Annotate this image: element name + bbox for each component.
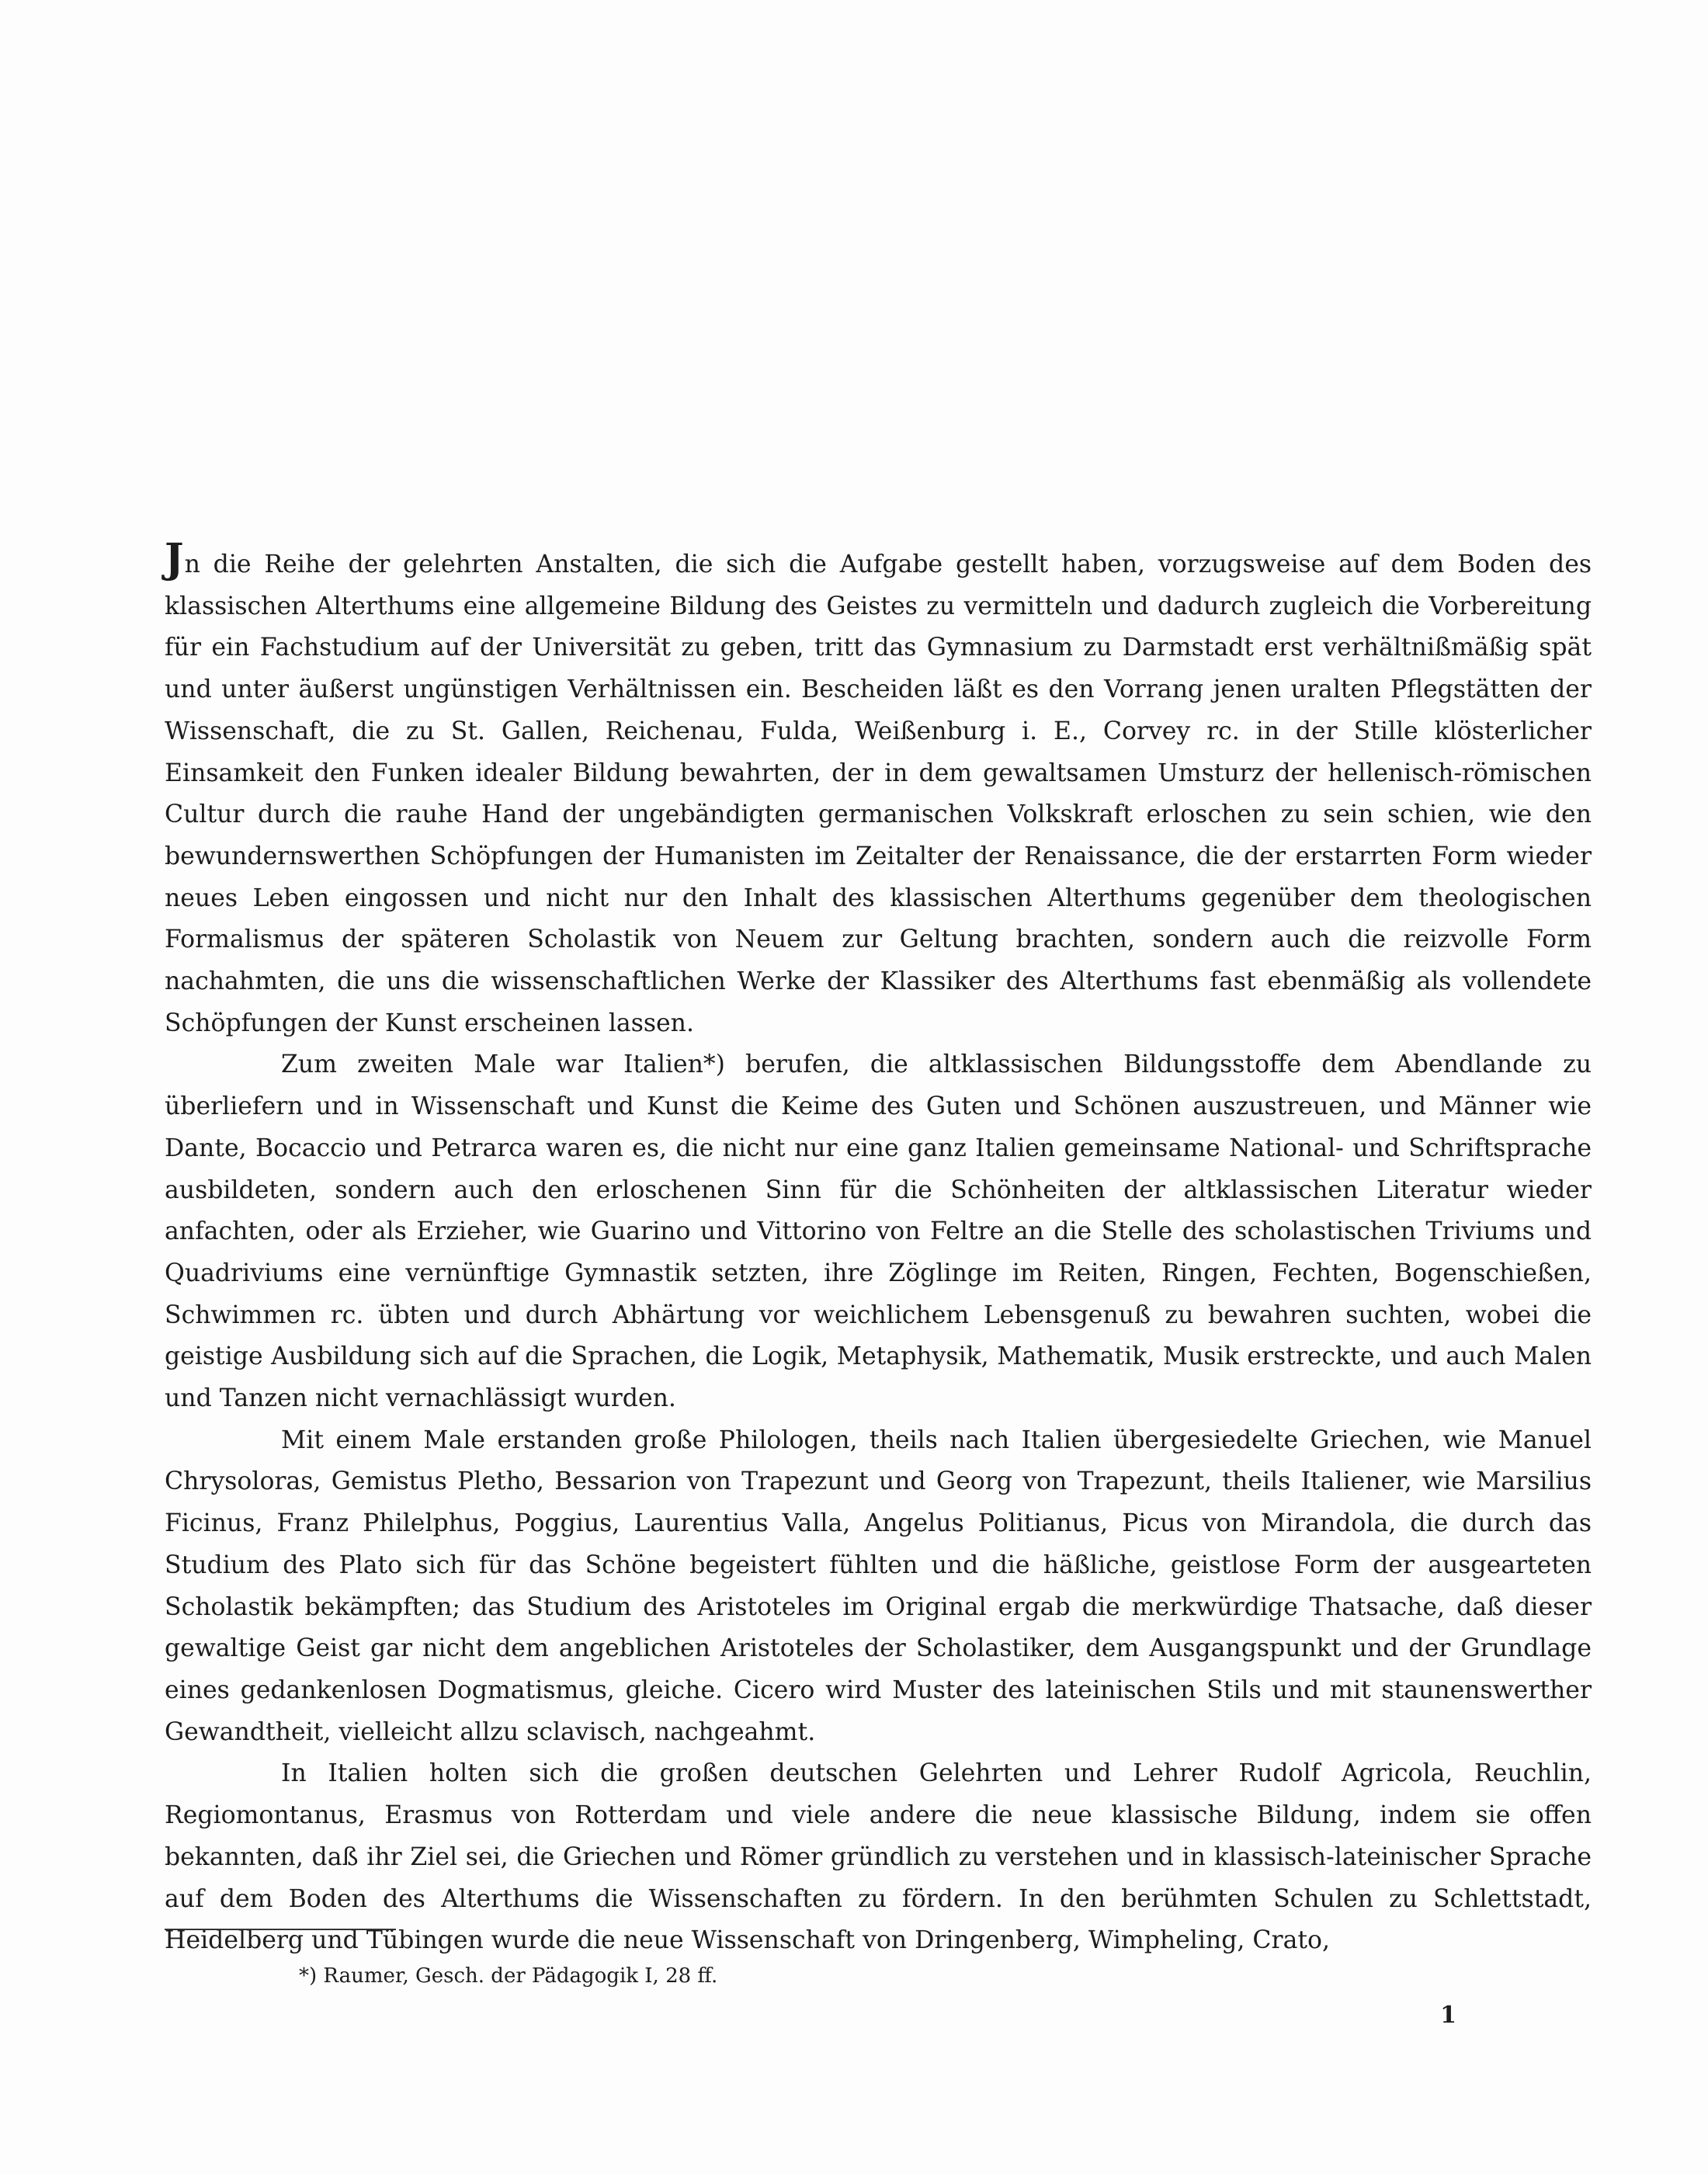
paragraph-1-text: n die Reihe der gelehrten Anstalten, die sich die Aufgabe gestellt haben, vorzugsweise auf dem Boden des klassischen Alterthums eine allgemeine Bildung des Geistes zu vermitteln und dadurch zugleich die Vorbereitung für ein Fachstudium auf der Universität zu geben, tritt das Gymnasium zu Darmstadt erst verhältnißmäßig spät und unter äußerst ungünstigen Verhältnissen ein. Bescheiden läßt es den Vorrang jenen uralten Pflegstätten der Wissenschaft, die zu St. Gallen, Reichenau, Fulda, Weißenburg i. E., Corvey rc. in der Stille klösterlicher Einsamkeit den Funken idealer Bildung bewahrten, der in dem gewaltsamen Umsturz der hellenisch-römischen Cultur durch die rauhe Hand der ungebändigten germanischen Volkskraft erloschen zu sein schien, wie den bewundernswerthen Schöpfungen der Humanisten im Zeitalter der Renaissance, die der erstarrten Form wieder neues Leben eingossen und nicht nur den Inhalt des klassischen Alterthums gegenüber dem theologischen Formalismus der späteren Scholastik von Neuem zur Geltung brachten, sondern auch die reizvolle Form nachahmten, die uns die wissenschaftlichen Werke der Klassiker des Alterthums fast ebenmäßig als vollendete Schöpfungen der Kunst erscheinen lassen. (165, 550, 1592, 1037)
paragraph-2-text: Zum zweiten Male war Italien*) berufen, die altklassischen Bildungsstoffe dem Abendlande zu überliefern und in Wissenschaft und Kunst die Keime des Guten und Schönen auszustreuen, und Männer wie Dante, Bocaccio und Petrarca waren es, die nicht nur eine ganz Italien gemeinsame National- und Schriftsprache ausbildeten, sondern auch den erloschenen Sinn für die Schönheiten der altklassischen Literatur wieder anfachten, oder als Erzieher, wie Guarino und Vittorino von Feltre an die Stelle des scholastischen Triviums und Quadriviums eine vernünftige Gymnastik setzten, ihre Zöglinge im Reiten, Ringen, Fechten, Bogenschießen, Schwimmen rc. übten und durch Abhärtung vor weichlichem Lebensgenuß zu bewahren suchten, wobei die geistige Ausbildung sich auf die Sprachen, die Logik, Metaphysik, Mathematik, Musik erstreckte, und auch Malen und Tanzen nicht vernachlässigt wurden. (165, 1051, 1592, 1413)
paragraph-4 (165, 1753, 1592, 1962)
main-text-block (165, 535, 1592, 1962)
paragraph-2 (165, 1044, 1592, 1419)
paragraph-3-text: Mit einem Male erstanden große Philologen, theils nach Italien übergesiedelte Griechen, wie Manuel Chrysoloras, Gemistus Pletho, Bessarion von Trapezunt und Georg von Trapezunt, theils Italiener, wie Marsilius Ficinus, Franz Philelphus, Poggius, Laurentius Valla, Angelus Politianus, Picus von Mirandola, die durch das Studium des Plato sich für das Schöne begeistert fühlten und die häßliche, geistlose Form der ausgearteten Scholastik bekämpften; das Studium des Aristoteles im Original ergab die merkwürdige Thatsache, daß dieser gewaltige Geist gar nicht dem angeblichen Aristoteles der Scholastiker, dem Ausgangspunkt und der Grundlage eines gedankenlosen Dogmatismus, gleiche. Cicero wird Muster des lateinischen Stils und mit staunenswerther Gewandtheit, vielleicht allzu sclavisch, nachgeahmt. (165, 1426, 1592, 1746)
footnote-divider (165, 1929, 396, 1930)
paragraph-4-text: In Italien holten sich die großen deutschen Gelehrten und Lehrer Rudolf Agricola, Reuchlin, Regiomontanus, Erasmus von Rotterdam und viele andere die neue klassische Bildung, indem sie offen bekannten, daß ihr Ziel sei, die Griechen und Römer gründlich zu verstehen und in klassisch-lateinischer Sprache auf dem Boden des Alterthums die Wissenschaften zu fördern. In den berühmten Schulen zu Schlettstadt, Heidelberg und Tübingen wurde die neue Wissenschaft von Dringenberg, Wimpheling, Crato, (165, 1759, 1592, 1955)
page-number: 1 (1440, 2002, 1456, 2029)
paragraph-3 (165, 1420, 1592, 1754)
footnote: *) Raumer, Gesch. der Pädagogik I, 28 ff. (299, 1964, 718, 1988)
drop-initial: J (165, 535, 185, 582)
paragraph-1 (165, 535, 1592, 1044)
